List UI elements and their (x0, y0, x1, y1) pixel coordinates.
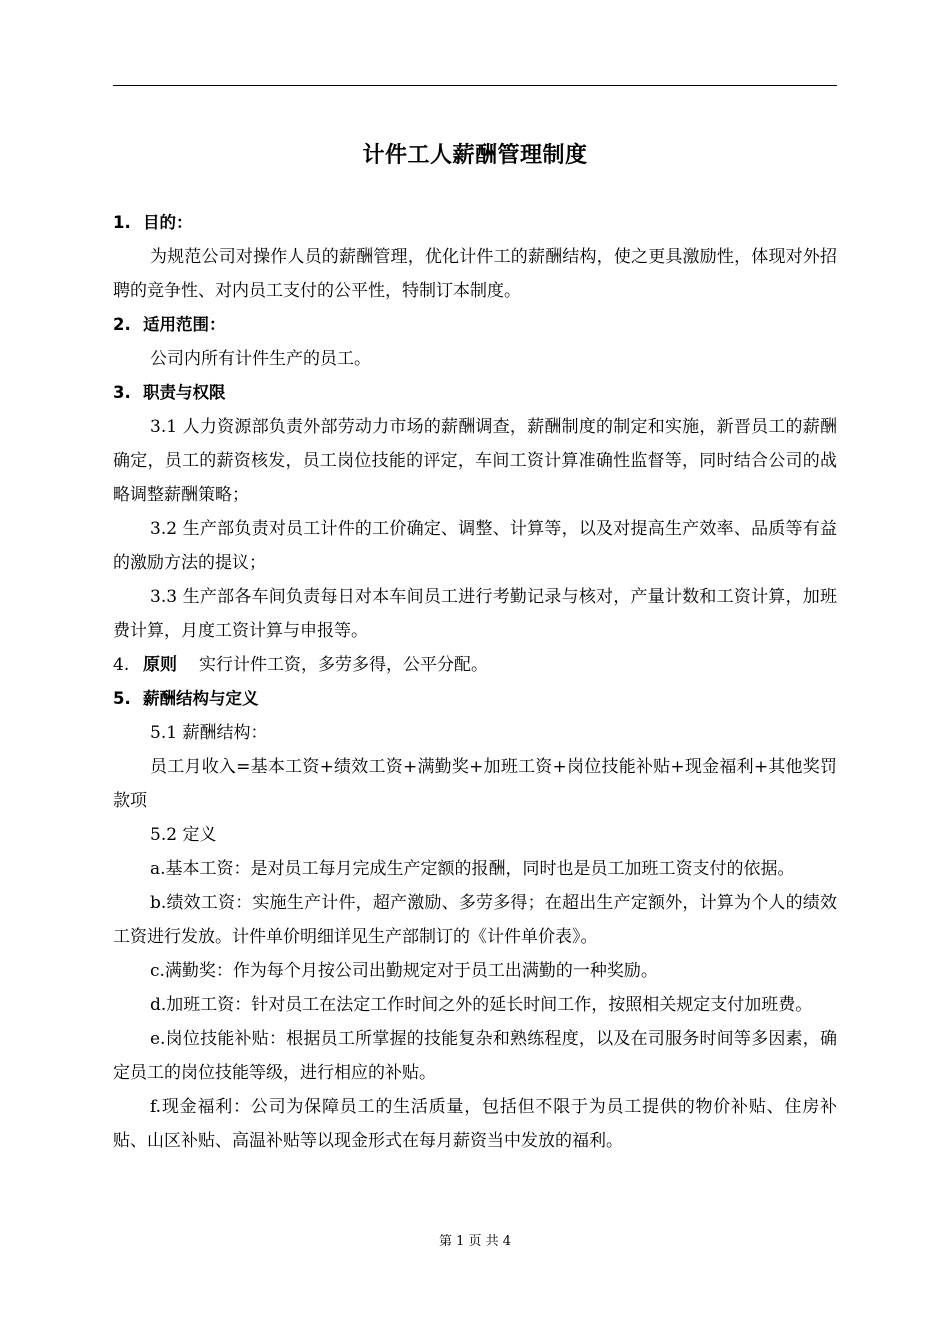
definition-item: a.基本工资：是对员工每月完成生产定额的报酬，同时也是员工加班工资支付的依据。 (150, 859, 795, 879)
header-rule (113, 85, 837, 86)
section-title: 职责与权限 (143, 383, 226, 402)
document-title: 计件工人薪酬管理制度 (362, 143, 588, 168)
paragraph: 为规范公司对操作人员的薪酬管理，优化计件工的薪酬结构，使之更具激励性，体现对外招聘的竞争性、对内员工支付的公平性，特制订本制度。 (113, 247, 837, 301)
section-heading (113, 308, 837, 342)
section-title: 目的： (143, 213, 193, 232)
formula-paragraph: 员工月收入=基本工资+绩效工资+满勤奖+加班工资+岗位技能补贴+现金福利+其他奖罚款项 (113, 757, 837, 811)
section-number: 5. (113, 689, 131, 708)
paragraph: 3.2 生产部负责对员工计件的工价确定、调整、计算等，以及对提高生产效率、品质等有益的激励方法的提议； (113, 519, 837, 573)
subsection-heading: 5.1 薪酬结构： (150, 723, 268, 743)
section-title: 适用范围： (143, 315, 226, 334)
definition-item: c.满勤奖：作为每个月按公司出勤规定对于员工出满勤的一种奖励。 (150, 961, 658, 981)
paragraph: 3.1 人力资源部负责外部劳动力市场的薪酬调查，薪酬制度的制定和实施，新晋员工的薪酬确定，员工的薪资核发，员工岗位技能的评定，车间工资计算准确性监督等，同时结合公司的战略调整薪酬策略； (113, 417, 837, 505)
section-principle (113, 648, 837, 682)
section-number: 4. (113, 655, 130, 675)
section-number: 3. (113, 383, 131, 402)
paragraph: 3.3 生产部各车间负责每日对本车间员工进行考勤记录与核对，产量计数和工资计算，加班费计算，月度工资计算与申报等。 (113, 587, 837, 641)
subsection-heading: 5.2 定义 (150, 825, 217, 845)
definition-item: b.绩效工资：实施生产计件，超产激励、多劳多得；在超出生产定额外，计算为个人的绩效工资进行发放。计件单价明细详见生产部制订的《计件单价表》。 (113, 893, 837, 947)
section-title: 原则 (143, 655, 177, 675)
section-number: 2. (113, 315, 131, 334)
page-footer: 第 1 页 共 4 (438, 1234, 512, 1249)
section-title: 薪酬结构与定义 (143, 689, 259, 708)
definition-item: e.岗位技能补贴：根据员工所掌握的技能复杂和熟练程度，以及在司服务时间等多因素，确定员工的岗位技能等级，进行相应的补贴。 (113, 1029, 837, 1083)
paragraph: 公司内所有计件生产的员工。 (150, 349, 371, 369)
section-heading (113, 376, 837, 410)
section-heading (113, 206, 837, 240)
section-number: 1. (113, 213, 131, 232)
definition-item: d.加班工资：针对员工在法定工作时间之外的延长时间工作，按照相关规定支付加班费。 (150, 995, 813, 1015)
document-body (113, 206, 837, 1158)
definition-item: f.现金福利：公司为保障员工的生活质量，包括但不限于为员工提供的物价补贴、住房补贴、山区补贴、高温补贴等以现金形式在每月薪资当中发放的福利。 (113, 1097, 837, 1151)
section-heading (113, 682, 837, 716)
principle-text: 实行计件工资，多劳多得，公平分配。 (199, 655, 488, 675)
